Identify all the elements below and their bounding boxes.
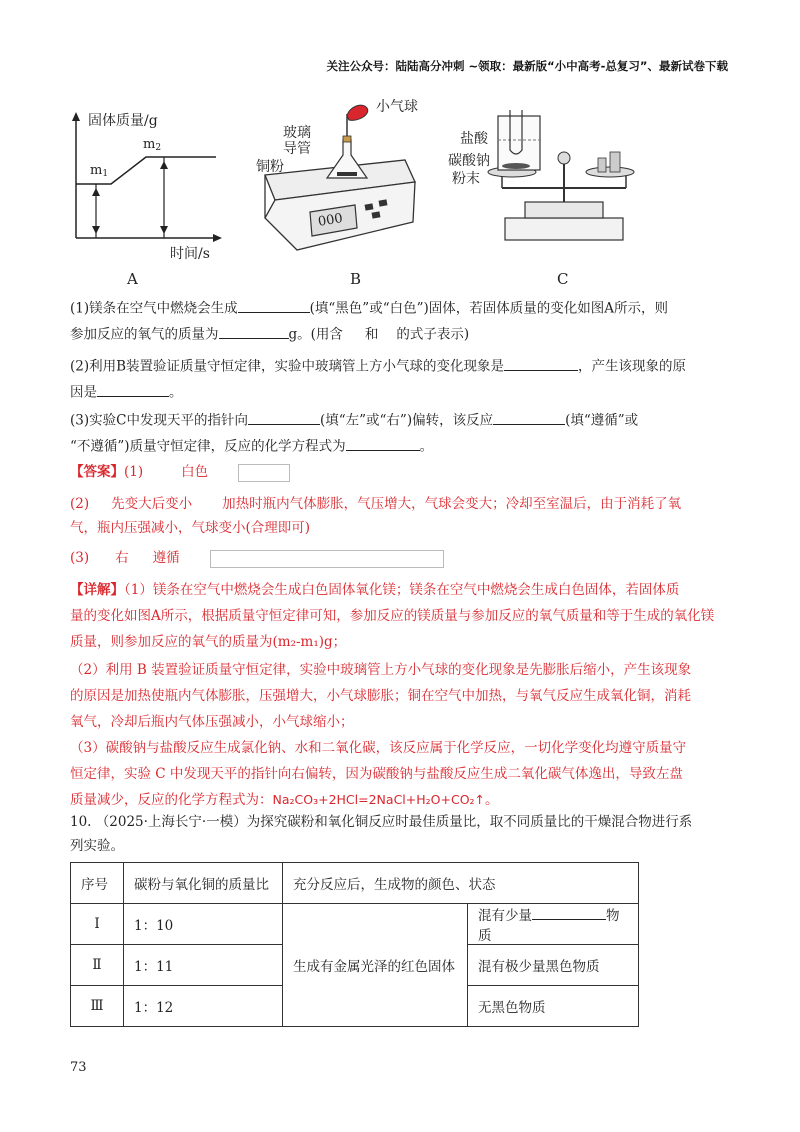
q10-line-1: 10. （2025·上海长宁·一模）为探究碳粉和氧化铜反应时最佳质量比，取不同质量比的干燥混合物进行系 (70, 814, 693, 830)
figure-a-m1: $m_1$ (90, 163, 109, 179)
figure-a-label: A (127, 270, 138, 288)
beaker (498, 116, 540, 170)
detail-line-8: 恒定律，实验 C 中发现天平的指针向右偏转，因为碳酸钠与盐酸反应生成二氧化碳气体逸出，导致左盘 (70, 766, 683, 782)
x-axis-arrow (213, 234, 222, 242)
figure-c-balance (480, 100, 650, 250)
detail-line-2: 量的变化如图A所示，根据质量守恒定律可知，参加反应的镁质量与参加反应的氧气质量和等于生成的氧化镁 (70, 608, 715, 624)
row-note: 无黑色物质 (468, 986, 639, 1027)
q2-line-1: (2)利用B装置验证质量守恒定律，实验中玻璃管上方小气球的变化现象是 ，产生该现象的原 (70, 356, 686, 377)
row-id: Ⅲ (71, 986, 124, 1027)
answer-line-3: 气，瓶内压强减小，气球变小(合理即可) (70, 520, 311, 536)
figure-a-xlabel: 时间/s (170, 246, 210, 262)
row-ratio: 1：12 (124, 986, 283, 1027)
row-note: 混有极少量黑色物质 (468, 945, 639, 986)
figure-b-balloon-label: 小气球 (376, 99, 418, 115)
chemical-equation: Na₂CO₃+2HCl=2NaCl+H₂O+CO₂↑ (272, 792, 486, 807)
detail-line-6: 氧气，冷却后瓶内气体压强减小，小气球缩小； (70, 714, 354, 730)
detail-line-1: 【详解】（1）镁条在空气中燃烧会生成白色固体氧化镁；镁条在空气中燃烧会生成白色固体，若固体质 (70, 582, 680, 598)
figure-c-soda-label-1: 碳酸钠 (448, 153, 490, 169)
q3-line-2: “不遵循”)质量守恒定律，反应的化学方程式为 。 (70, 436, 433, 457)
q1-line-1: (1)镁条在空气中燃烧会生成 (填“黑色”或“白色”)固体，若固体质量的变化如图A所示，则 (70, 298, 668, 319)
detail-line-7: （3）碳酸钠与盐酸反应生成氯化钠、水和二氧化碳，该反应属于化学反应，一切化学变化均遵守质量守 (70, 740, 687, 756)
row-ratio: 1：10 (124, 904, 283, 945)
y-axis-arrow (72, 112, 80, 121)
balloon (347, 105, 368, 120)
row-id: Ⅰ (71, 904, 124, 945)
figure-b-scale (255, 100, 425, 260)
figure-a-ylabel: 固体质量/g (88, 113, 158, 129)
page-header: 关注公众号：陆陆高分冲刺 ~领取：最新版“小中高考-总复习”、最新试卷下载 (326, 59, 728, 73)
figure-c-label: C (557, 270, 569, 288)
table-row (71, 904, 639, 945)
detail-line-4: （2）利用 B 装置验证质量守恒定律，实验中玻璃管上方小气球的变化现象是先膨胀后缩小，产生该现象 (70, 662, 692, 678)
q3-line-1: (3)实验C中发现天平的指针向 (填“左”或“右”)偏转，该反应 (填“遵循”或 (70, 410, 638, 431)
header-cell: 序号 (71, 863, 124, 904)
answer-line-1: 【答案】(1) 白色 (70, 462, 290, 482)
figure-c-acid-label: 盐酸 (460, 131, 488, 147)
row-note: 混有少量 物质 (468, 904, 639, 945)
balance-base (505, 218, 623, 240)
header-cell: 碳粉与氧化铜的质量比 (124, 863, 283, 904)
figure-a-graph (66, 112, 246, 262)
header-cell: 充分反应后，生成物的颜色、状态 (283, 863, 639, 904)
figure-b-tube-label-2: 导管 (283, 141, 311, 157)
figure-c-soda-label-2: 粉末 (452, 171, 480, 187)
answer-line-2: (2) 先变大后变小 加热时瓶内气体膨胀，气压增大，气球会变大；冷却至室温后，由于消耗了氧 (70, 496, 682, 512)
figure-a-m2: $m_2$ (143, 137, 162, 153)
detail-line-3: 质量，则参加反应的氧气的质量为(m₂-m₁)g； (70, 634, 347, 650)
row-id: Ⅱ (71, 945, 124, 986)
row-ratio: 1：11 (124, 945, 283, 986)
answer-line-4: (3) 右 遵循 (70, 548, 444, 568)
figure-b-copper-label: 铜粉 (256, 159, 284, 175)
figure-b-display: 000 (316, 211, 344, 230)
page-number: 73 (70, 1060, 87, 1075)
table-header-row (71, 863, 639, 904)
q1-line-2: 参加反应的氧气的质量为 g。(用含 和 的式子表示) (70, 324, 469, 345)
figure-b-tube-label-1: 玻璃 (283, 125, 311, 141)
q2-line-2: 因是 。 (70, 382, 183, 403)
experiment-table (70, 862, 639, 1027)
detail-line-5: 的原因是加热使瓶内气体膨胀，压强增大，小气球膨胀；铜在空气中加热，与氧气反应生成氧化铜，消耗 (70, 688, 691, 704)
q10-line-2: 列实验。 (70, 838, 124, 854)
detail-line-9: 质量减少，反应的化学方程式为：Na₂CO₃+2HCl=2NaCl+H₂O+CO₂↑。 (70, 792, 499, 808)
figure-b-label: B (350, 270, 362, 288)
merged-result-cell: 生成有金属光泽的红色固体 (283, 904, 468, 1027)
